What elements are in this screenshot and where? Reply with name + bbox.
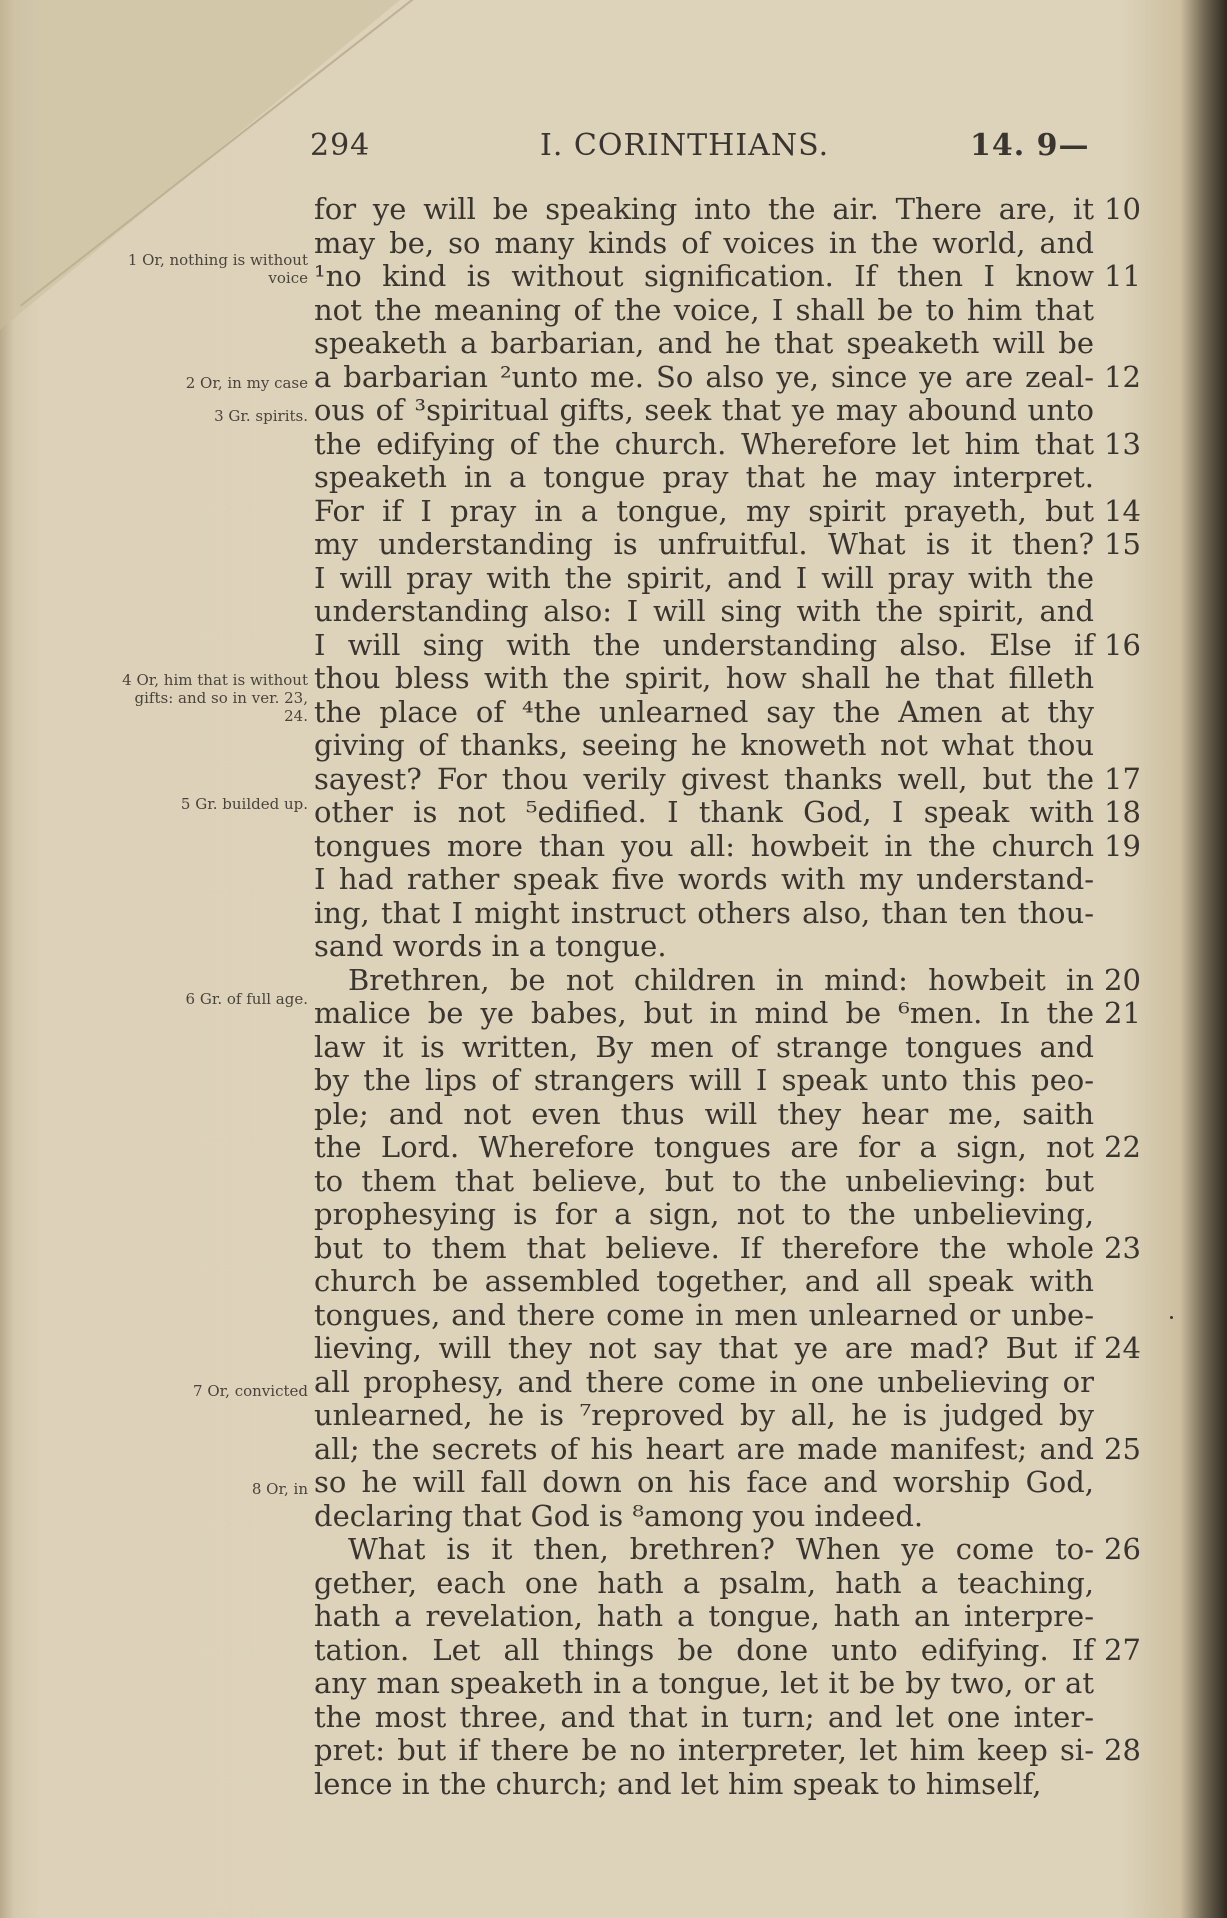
verse-number: 28 [1104,1733,1141,1767]
text-line [314,1031,1094,1065]
text-line [314,192,1141,227]
verse-number: 19 [1104,828,1141,863]
text-line [314,1632,1141,1668]
body-text [314,192,1141,1801]
text-line [314,1198,1094,1232]
text-line-content: lence in the church; and let him speak to himself, [314,1766,1042,1801]
text-line [314,1165,1094,1199]
text-line-content: lieving, will they not say that ye are mad? But if [314,1331,1094,1365]
text-line-content: my understanding is unfruitful. What is it then? [314,527,1094,561]
text-line [314,1768,1094,1802]
text-line [314,863,1094,897]
text-line-content: the place of ⁴the unlearned say the Amen at thy [314,694,1094,729]
text-line [314,227,1094,261]
margin-note: 2 Or, in my case [185,374,308,392]
text-line-content: the most three, and that in turn; and let one inter- [314,1699,1094,1734]
text-line-content: I will pray with the spirit, and I will pray with the [314,560,1094,595]
verse-number: 25 [1104,1431,1141,1466]
text-line-content: giving of thanks, seeing he knoweth not what thou [314,728,1094,762]
text-line-content: but to them that believe. If therefore the whole [314,1230,1094,1265]
text-line [314,1130,1141,1165]
margin-note: 3 Gr. spirits. [214,407,308,425]
text-line [314,426,1141,462]
verse-number: 22 [1104,1130,1141,1164]
text-line-content: for ye will be speaking into the air. There are, it [314,192,1094,226]
text-line-content: gether, each one hath a psalm, hath a teaching, [314,1565,1094,1600]
text-line [314,1265,1094,1299]
text-line [314,962,1141,998]
margin-note: 6 Gr. of full age. [185,990,308,1008]
text-line [314,1331,1141,1366]
text-line [314,259,1141,294]
text-line-content: ¹no kind is without signification. If then I know [314,259,1094,293]
text-line-content: ple; and not even thus will they hear me, saith [314,1096,1094,1131]
text-line [314,1701,1094,1735]
text-line [314,394,1094,428]
text-line-content: For if I pray in a tongue, my spirit prayeth, but [314,493,1094,528]
text-line-content: all; the secrets of his heart are made manifest; and [314,1431,1094,1466]
text-line [314,930,1094,964]
text-line-content: declaring that God is ⁸among you indeed. [314,1498,924,1533]
verse-number: 14 [1104,493,1141,528]
text-line [314,461,1094,495]
text-line [314,327,1094,361]
text-line-content: may be, so many kinds of voices in the world, and [314,225,1094,260]
verse-number: 15 [1104,527,1141,561]
text-line [314,795,1141,830]
text-line [314,359,1141,395]
text-line-content: not the meaning of the voice, I shall be to him that [314,292,1094,327]
text-line-content: any man speaketh in a tongue, let it be by two, or at [314,1666,1094,1700]
text-line-content: to them that believe, but to the unbelieving: but [314,1163,1094,1198]
text-line-content: sayest? For thou verily givest thanks well, but the [314,761,1094,796]
margin-note: 4 Or, him that is without gifts: and so in ver. 23, 24. [122,671,308,725]
verse-number: 26 [1104,1532,1141,1566]
text-line-content: I will sing with the understanding also. Else if [314,627,1094,662]
chapter-reference: 14. 9— [970,128,1090,163]
text-line-content: so he will fall down on his face and worship God, [314,1465,1094,1499]
text-line [314,595,1094,629]
text-line [314,1567,1094,1601]
text-line [314,1230,1141,1266]
text-line-content: a barbarian ²unto me. So also ye, since ye are zeal- [314,359,1094,394]
text-line-content: malice be ye babes, but in mind be ⁶men. In the [314,996,1094,1030]
running-header [310,128,1120,168]
text-line [314,761,1141,797]
text-line [314,1399,1094,1433]
text-line-content: tongues, and there come in men unlearned or unbe- [314,1297,1094,1332]
verse-number: 27 [1104,1632,1141,1667]
text-line-content: ous of ³spiritual gifts, seek that ye may abound unto [314,393,1094,427]
text-line [314,662,1094,696]
text-line [314,1500,1094,1534]
verse-number: 13 [1104,426,1141,461]
verse-number: 16 [1104,627,1141,662]
book-title: I. CORINTHIANS. [540,128,830,163]
text-line [314,1532,1141,1567]
text-line-content: all prophesy, and there come in one unbelieving or [314,1364,1094,1399]
text-line-content: the Lord. Wherefore tongues are for a sign, not [314,1130,1094,1164]
verse-number: 17 [1104,761,1141,796]
text-line-content: prophesying is for a sign, not to the unbelieving, [314,1197,1094,1231]
verse-number: 23 [1104,1230,1141,1265]
text-line [314,1466,1094,1500]
verse-number: 24 [1104,1331,1141,1365]
text-line-content: other is not ⁵edified. I thank God, I speak with [314,795,1094,829]
text-line-content: sand words in a tongue. [314,929,667,963]
text-line-content: law it is written, By men of strange tongues and [314,1029,1094,1064]
verse-number: 18 [1104,795,1141,829]
text-line [314,696,1094,730]
text-line-content: thou bless with the spirit, how shall he that filleth [314,661,1094,695]
text-line-content: the edifying of the church. Wherefore let him that [314,426,1094,461]
verse-number: 11 [1104,259,1141,293]
text-line [314,627,1141,663]
margin-note: 1 Or, nothing is without voice [127,251,308,287]
text-line [314,897,1094,931]
text-line-content: speaketh a barbarian, and he that speaketh will be [314,326,1094,360]
text-line-content: speaketh in a tongue pray that he may interpret. [314,460,1094,494]
page-number: 294 [310,128,371,163]
text-line [314,1431,1141,1467]
text-line [314,1600,1094,1634]
text-line [314,1064,1094,1098]
text-line [314,1733,1141,1768]
text-line [314,729,1094,763]
text-line-content: tongues more than you all: howbeit in the church [314,828,1094,863]
margin-note: 5 Gr. builded up. [180,795,308,813]
margin-note: 7 Or, convicted [193,1382,308,1400]
verse-number: 20 [1104,962,1141,997]
text-line [314,562,1094,596]
text-line-content: pret: but if there be no interpreter, let him keep si- [314,1733,1094,1767]
text-line-content: What is it then, brethren? When ye come to- [348,1532,1094,1566]
verse-number: 12 [1104,359,1141,394]
verse-number: 10 [1104,192,1141,226]
text-line [314,1667,1094,1701]
margin-mark [1170,1316,1173,1319]
margin-note: 8 Or, in [251,1480,308,1498]
text-line [314,1098,1094,1132]
text-line-content: hath a revelation, hath a tongue, hath an interpre- [314,1599,1094,1633]
text-line-content: ing, that I might instruct others also, than ten thou- [314,895,1094,930]
text-line [314,493,1141,529]
text-line [314,1366,1094,1400]
text-line-content: I had rather speak five words with my understand- [314,862,1094,896]
text-line-content: tation. Let all things be done unto edifying. If [314,1632,1094,1667]
text-line [314,996,1141,1031]
verse-number: 21 [1104,996,1141,1030]
text-line [314,294,1094,328]
text-line [314,828,1141,864]
text-line-content: by the lips of strangers will I speak unto this peo- [314,1063,1094,1097]
text-line-content: understanding also: I will sing with the spirit, and [314,594,1094,628]
text-line [314,1299,1094,1333]
text-line [314,527,1141,562]
text-line-content: Brethren, be not children in mind: howbeit in [348,962,1094,997]
text-line-content: unlearned, he is ⁷reproved by all, he is judged by [314,1398,1094,1432]
text-line-content: church be assembled together, and all speak with [314,1264,1094,1298]
